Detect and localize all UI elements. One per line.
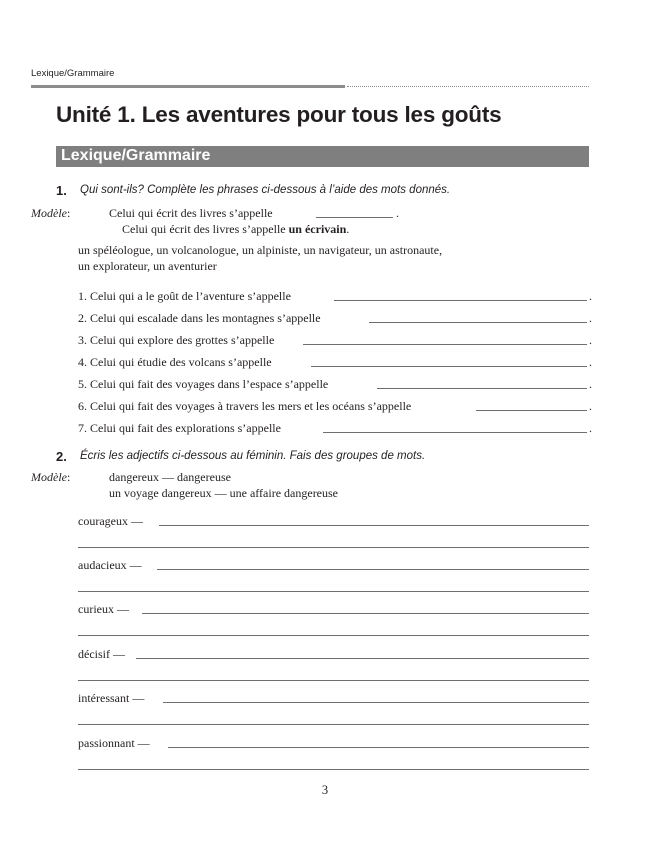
answer-blank[interactable] — [168, 747, 589, 748]
answer-blank[interactable] — [323, 432, 587, 433]
item-period: . — [589, 421, 592, 435]
answer-blank[interactable] — [157, 569, 589, 570]
exercise-2-model — [31, 470, 70, 484]
answer-blank[interactable] — [334, 300, 587, 301]
adjective-label: courageux — — [78, 514, 143, 528]
section-band — [56, 146, 589, 167]
item-period: . — [589, 355, 592, 369]
exercise-1-item — [78, 355, 592, 369]
answer-line[interactable] — [78, 680, 589, 681]
answer-blank[interactable] — [476, 410, 587, 411]
exercise-1-item — [78, 289, 592, 303]
item-period: . — [589, 311, 592, 325]
exercise-1-item — [78, 377, 592, 391]
item-period: . — [589, 289, 592, 303]
exercise-1-model — [31, 206, 70, 220]
page-number: 3 — [321, 783, 329, 797]
answer-blank[interactable] — [142, 613, 589, 614]
model-label: Modèle — [31, 470, 67, 484]
item-label: 3. Celui qui explore des grottes s’appelle — [78, 333, 275, 347]
model-line-1: Celui qui écrit des livres s’appelle — [109, 206, 273, 220]
item-label: 6. Celui qui fait des voyages à travers les mers et les océans s’appelle — [78, 399, 412, 413]
exercise-1-item — [78, 311, 592, 325]
model-colon: : — [66, 206, 71, 220]
item-period: . — [589, 333, 592, 347]
exercise-1-number: 1. — [56, 183, 67, 198]
model-answer-blank — [316, 217, 393, 218]
word-bank-line-2: un explorateur, un aventurier — [78, 259, 217, 273]
word-bank-line-1: un spéléologue, un volcanologue, un alpiniste, un navigateur, un astronaute, — [78, 243, 443, 257]
answer-blank[interactable] — [377, 388, 587, 389]
model-2-line-2: un voyage dangereux — une affaire dangereuse — [109, 486, 339, 500]
model-line-2-period: . — [346, 222, 350, 236]
answer-blank[interactable] — [163, 702, 589, 703]
exercise-1-item — [78, 399, 592, 413]
answer-blank[interactable] — [311, 366, 587, 367]
header-rule-dotted — [347, 86, 589, 87]
answer-blank[interactable] — [369, 322, 587, 323]
item-label: 7. Celui qui fait des explorations s’appelle — [78, 421, 281, 435]
model-label: Modèle — [31, 206, 67, 220]
exercise-2-number: 2. — [56, 449, 67, 464]
exercise-2-instruction: Écris les adjectifs ci-dessous au féminin. Fais des groupes de mots. — [80, 450, 426, 462]
answer-blank[interactable] — [303, 344, 587, 345]
model-colon: : — [66, 470, 71, 484]
item-label: 2. Celui qui escalade dans les montagnes s’appelle — [78, 311, 321, 325]
answer-blank[interactable] — [136, 658, 589, 659]
adjective-label: passionnant — — [78, 736, 150, 750]
answer-blank[interactable] — [159, 525, 589, 526]
answer-line[interactable] — [78, 724, 589, 725]
answer-line[interactable] — [78, 635, 589, 636]
running-head: Lexique/Grammaire — [31, 68, 115, 79]
model-line-2-text: Celui qui écrit des livres s’appelle — [122, 222, 286, 236]
exercise-1-instruction: Qui sont-ils? Complète les phrases ci-dessous à l’aide des mots donnés. — [80, 184, 451, 196]
item-period: . — [589, 377, 592, 391]
adjective-label: intéressant — — [78, 691, 145, 705]
exercise-1-item — [78, 333, 592, 347]
model-line-2-answer: un écrivain — [288, 222, 347, 236]
exercise-1-item — [78, 421, 592, 435]
item-label: 1. Celui qui a le goût de l’aventure s’appelle — [78, 289, 291, 303]
section-title: Lexique/Grammaire — [61, 147, 211, 164]
adjective-label: audacieux — — [78, 558, 142, 572]
item-label: 5. Celui qui fait des voyages dans l’espace s’appelle — [78, 377, 329, 391]
answer-line[interactable] — [78, 769, 589, 770]
item-period: . — [589, 399, 592, 413]
adjective-label: décisif — — [78, 647, 125, 661]
item-label: 4. Celui qui étudie des volcans s’appelle — [78, 355, 272, 369]
header-rule-solid — [31, 85, 345, 88]
model-line-1-period: . — [396, 206, 399, 220]
answer-line[interactable] — [78, 591, 589, 592]
answer-line[interactable] — [78, 547, 589, 548]
adjective-label: curieux — — [78, 602, 129, 616]
model-2-line-1: dangereux — dangereuse — [109, 470, 231, 484]
unit-title: Unité 1. Les aventures pour tous les goûts — [56, 102, 502, 127]
model-line-2 — [122, 222, 349, 236]
